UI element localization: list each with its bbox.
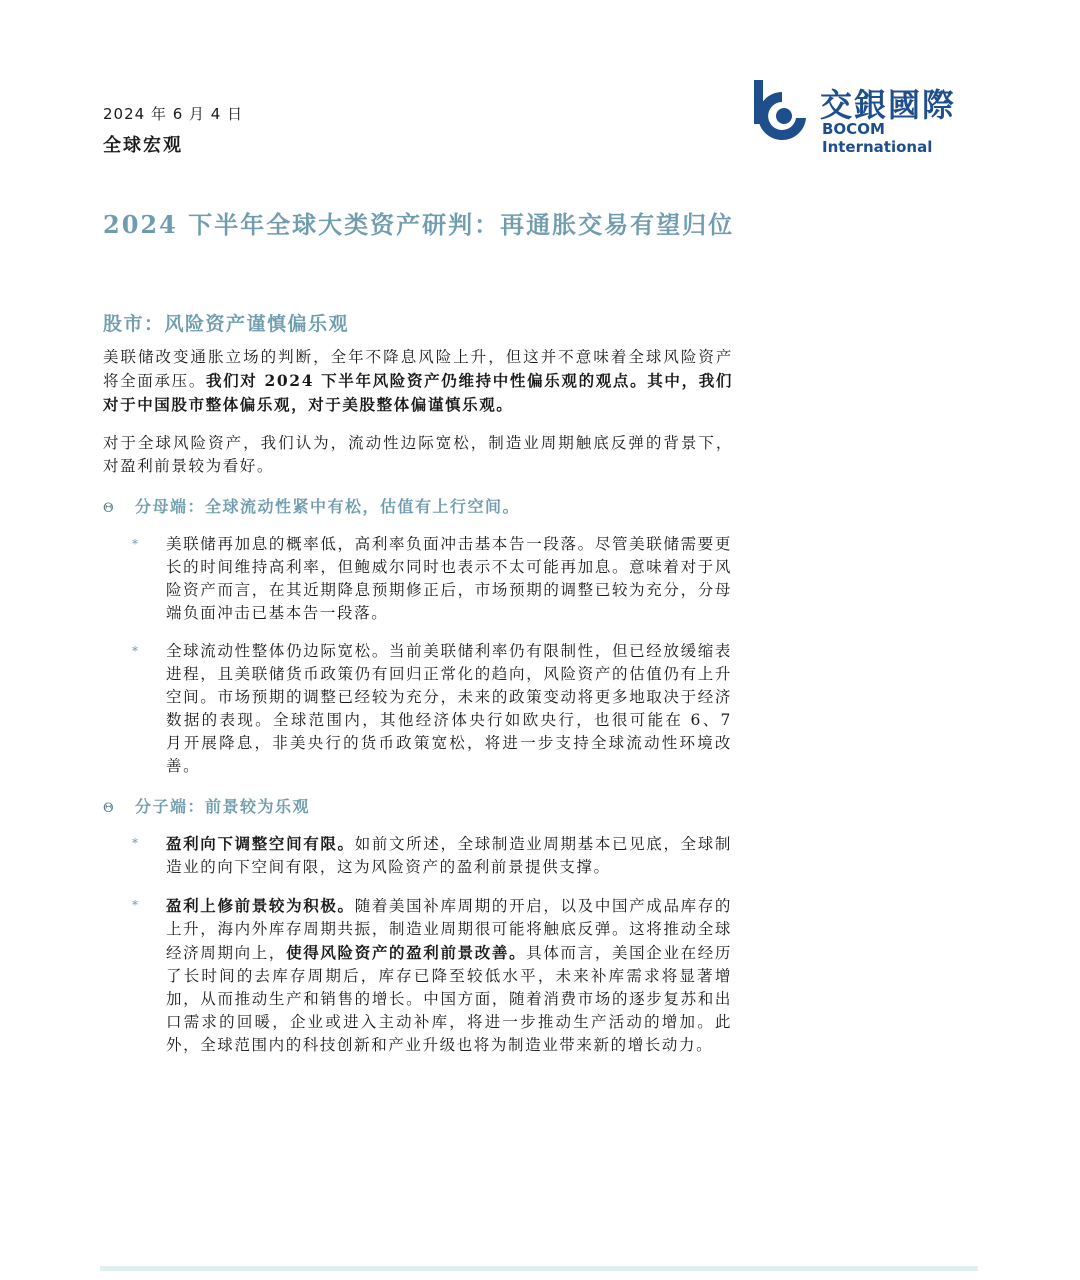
bullet-body: 如前文所述，全球制造业周期基本已见底，全球制造业的向下空间有限，这为风险资产的盈利前景提供支撑。: [166, 835, 732, 876]
subheading-numerator-text: 分子端：前景较为乐观: [135, 797, 311, 816]
section-heading: 股市：风险资产谨慎偏乐观: [103, 313, 350, 335]
logo-english-name: BOCOM International: [822, 120, 933, 156]
theta-marker-icon: Θ: [103, 801, 116, 816]
subheading-numerator: [103, 794, 310, 817]
list-item: [132, 533, 732, 625]
bullet-star-icon: *: [132, 836, 140, 850]
bullet-star-icon: *: [132, 644, 140, 658]
theta-marker-icon: Θ: [103, 501, 116, 516]
bullet-text: 美联储再加息的概率低，高利率负面冲击基本告一段落。尽管美联储需要更长的时间维持高利率，但鲍威尔同时也表示不太可能再加息。意味着对于风险资产而言，在其近期降息预期修正后，市场预期的调整已较为充分，分母端负面冲击已基本告一段落。: [166, 535, 732, 622]
bullet-text: [166, 832, 732, 879]
subheading-denominator-text: 分母端：全球流动性紧中有松，估值有上行空间。: [135, 497, 521, 516]
intro-paragraph: [103, 346, 733, 417]
bullet-star-icon: *: [132, 537, 140, 551]
bullet-text: [166, 894, 732, 1057]
bullet-bold-lead: 盈利上修前景较为积极。: [166, 896, 355, 915]
bocom-logo: [750, 76, 985, 156]
context-paragraph: 对于全球风险资产，我们认为，流动性边际宽松，制造业周期触底反弹的背景下，对盈利前景较为看好。: [103, 434, 733, 475]
bullet-bold-lead: 盈利向下调整空间有限。: [166, 834, 355, 853]
bocom-logo-icon: [750, 78, 814, 142]
intro-text: 美联储改变通胀立场的判断，全年不降息风险上升，但这并不意味着全球风险资产将全面承压。: [103, 348, 733, 390]
bullet-body: 随着美国补库周期的开启，以及中国产成品库存的上升，海内外库存周期共振，制造业周期很可能将触底反弹。这将推动全球经济周期向上，: [166, 897, 732, 962]
subheading-denominator: [103, 494, 520, 517]
list-item: [132, 640, 732, 778]
report-category: 全球宏观: [103, 135, 183, 156]
bullet-star-icon: *: [132, 898, 140, 912]
list-item: [132, 832, 732, 879]
bullet-bold-mid: 使得风险资产的盈利前景改善。: [286, 943, 527, 962]
bullet-text: 全球流动性整体仍边际宽松。当前美联储利率仍有限制性，但已经放缓缩表进程，且美联储货币政策仍有回归正常化的趋向，风险资产的估值仍有上升空间。市场预期的调整已经较为充分，未来的政策变动将更多地取决于经济数据的表现。全球范围内，其他经济体央行如欧央行，也很可能在 6、7 月开展降息，非美央行的货币政策宽松，将进一步支持全球流动性环境改善。: [166, 642, 732, 775]
report-title: 2024 下半年全球大类资产研判：再通胀交易有望归位: [103, 210, 735, 239]
bullet-body-tail: 具体而言，美国企业在经历了长时间的去库存周期后，库存已降至较低水平，未来补库需求将显著增加，从而推动生产和销售的增长。中国方面，随着消费市场的逐步复苏和出口需求的回暖，企业或进入主动补库，将进一步推动生产活动的增加。此外，全球范围内的科技创新和产业升级也将为制造业带来新的增长动力。: [166, 944, 732, 1054]
logo-chinese-name: 交銀國際: [820, 86, 957, 124]
report-date: 2024 年 6 月 4 日: [103, 105, 244, 123]
list-item: [132, 894, 732, 1057]
footer-divider: [100, 1266, 978, 1271]
intro-bold-text: 我们对 2024 下半年风险资产仍维持中性偏乐观的观点。其中，我们对于中国股市整体偏乐观，对于美股整体偏谨慎乐观。: [103, 371, 733, 414]
